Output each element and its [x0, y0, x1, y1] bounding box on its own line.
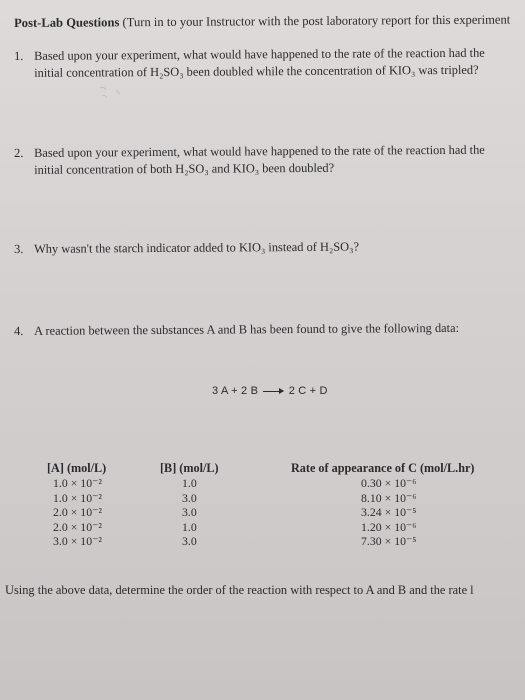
equation-products: 2 C + D — [288, 385, 328, 397]
question-text-line-1: A reaction between the substances A and B has been found to give the following data: — [34, 320, 460, 338]
title-bold: Post-Lab Questions — [14, 15, 120, 30]
table-cell: 3.0 — [182, 534, 197, 548]
equation-reactants: 3 A + 2 B — [212, 385, 259, 397]
footer-question: Using the above data, determine the order of the reaction with respect to A and B and the rate l — [5, 583, 474, 597]
pencil-mark — [98, 84, 126, 106]
table-cell: 1.0 × 10⁻² — [53, 476, 102, 490]
reaction-equation — [212, 385, 328, 397]
reaction-arrow-icon — [263, 391, 283, 392]
question-text-line-2: initial concentration of both H₂SO₃ and KIO₃ been doubled? — [34, 160, 335, 177]
table-cell: 8.10 × 10⁻⁶ — [361, 490, 417, 505]
question-text-line-1: Based upon your experiment, what would have happened to the rate of the reaction had the — [34, 142, 485, 160]
question-1 — [14, 44, 524, 88]
table-cell: 3.0 — [182, 490, 197, 505]
table-header-a: [A] (mol/L) — [47, 461, 107, 475]
table-cell: 1.20 × 10⁻⁶ — [361, 519, 417, 534]
question-text-line-2: initial concentration of H₂SO₃ been doubled while the concentration of KIO₃ was tripled? — [34, 62, 479, 80]
table-column-b — [160, 461, 219, 549]
table-cell: 3.24 × 10⁻⁵ — [361, 505, 417, 519]
table-header-rate: Rate of appearance of C (mol/L.hr) — [291, 461, 475, 475]
table-cell: 3.0 × 10⁻² — [53, 534, 102, 548]
table-column-a — [47, 461, 106, 549]
page-title — [14, 13, 510, 31]
table-header-b: [B] (mol/L) — [160, 461, 219, 475]
question-number: 4. — [14, 323, 24, 338]
table-cell: 1.0 × 10⁻² — [53, 490, 102, 505]
table-cell: 1.0 — [182, 519, 197, 534]
question-2 — [14, 141, 524, 185]
question-3 — [14, 237, 524, 261]
question-number: 3. — [14, 241, 24, 256]
question-4 — [14, 319, 524, 343]
question-number: 2. — [14, 145, 24, 160]
question-number: 1. — [14, 48, 24, 63]
table-column-rate — [291, 461, 474, 549]
table-cell: 2.0 × 10⁻² — [53, 505, 102, 519]
table-cell: 7.30 × 10⁻⁵ — [361, 534, 417, 548]
title-rest: (Turn in to your Instructor with the post laboratory report for this experiment — [119, 12, 511, 30]
table-cell: 3.0 — [182, 505, 197, 519]
table-cell: 0.30 × 10⁻⁶ — [361, 476, 417, 490]
table-cell: 1.0 — [182, 476, 197, 490]
table-cell: 2.0 × 10⁻² — [53, 519, 102, 534]
question-text-line-1: Based upon your experiment, what would have happened to the rate of the reaction had the — [34, 45, 485, 63]
question-text-line-1: Why wasn't the starch indicator added to KIO₃ instead of H₂SO₃? — [34, 239, 359, 256]
